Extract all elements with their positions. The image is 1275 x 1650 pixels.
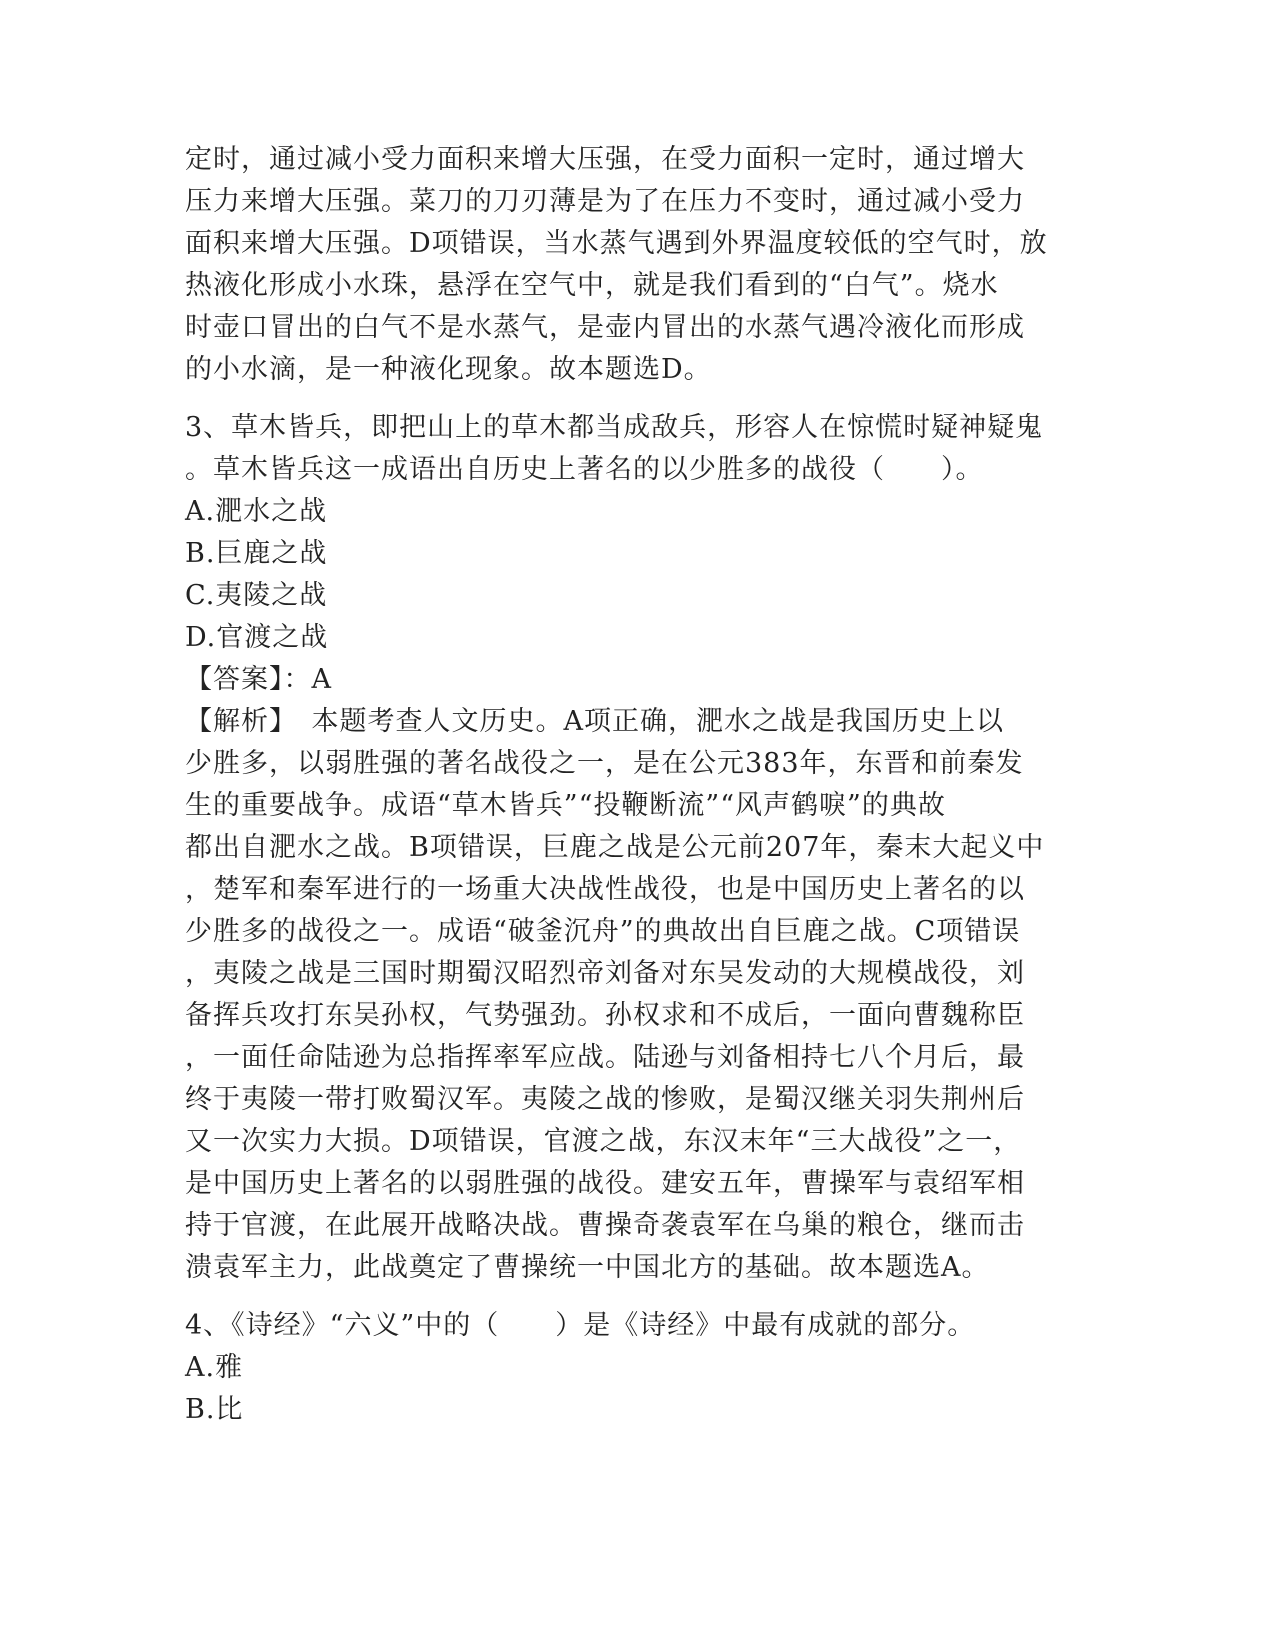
text-line: 热液化形成小水珠，悬浮在空气中，就是我们看到的“白气”。烧水 [185, 270, 999, 301]
text-line: 定时，通过减小受力面积来增大压强，在受力面积一定时，通过增大 [185, 144, 1025, 175]
analysis-line: ，夷陵之战是三国时期蜀汉昭烈帝刘备对东吴发动的大规模战役，刘 [185, 958, 1025, 989]
text-line: 时壶口冒出的白气不是水蒸气，是壶内冒出的水蒸气遇冷液化而形成 [185, 312, 1025, 343]
option-a: A.淝水之战 [185, 496, 328, 527]
analysis-line: 都出自淝水之战。B项错误，巨鹿之战是公元前207年，秦末大起义中 [185, 832, 1045, 863]
analysis-line: 少胜多，以弱胜强的著名战役之一，是在公元383年，东晋和前秦发 [185, 748, 1024, 779]
analysis-line: 【解析】 本题考查人文历史。A项正确，淝水之战是我国历史上以 [185, 706, 1004, 737]
answer-line: 【答案】：A [185, 664, 332, 695]
option-d: D.官渡之战 [185, 622, 329, 653]
question-stem-line: 4、《诗经》“六义”中的（ ）是《诗经》中最有成就的部分。 [185, 1310, 976, 1341]
option-b: B.比 [185, 1394, 244, 1425]
analysis-line: 持于官渡，在此展开战略决战。曹操奇袭袁军在乌巢的粮仓，继而击 [185, 1210, 1025, 1241]
analysis-line: 生的重要战争。成语“草木皆兵”“投鞭断流”“风声鹤唳”的典故 [185, 790, 946, 821]
analysis-line: 又一次实力大损。D项错误，官渡之战，东汉末年“三大战役”之一， [185, 1126, 1022, 1157]
analysis-line: 终于夷陵一带打败蜀汉军。夷陵之战的惨败，是蜀汉继关羽失荆州后 [185, 1084, 1025, 1115]
option-a: A.雅 [185, 1352, 244, 1383]
question-stem-line: 3、草木皆兵，即把山上的草木都当成敌兵，形容人在惊慌时疑神疑鬼 [185, 412, 1044, 443]
analysis-line: 备挥兵攻打东吴孙权，气势强劲。孙权求和不成后，一面向曹魏称臣 [185, 1000, 1025, 1031]
analysis-line: 是中国历史上著名的以弱胜强的战役。建安五年，曹操军与袁绍军相 [185, 1168, 1025, 1199]
text-line: 面积来增大压强。D项错误，当水蒸气遇到外界温度较低的空气时，放 [185, 228, 1048, 259]
question-stem-line: 。草木皆兵这一成语出自历史上著名的以少胜多的战役（ ）。 [185, 454, 984, 485]
analysis-line: 溃袁军主力，此战奠定了曹操统一中国北方的基础。故本题选A。 [185, 1252, 990, 1283]
option-b: B.巨鹿之战 [185, 538, 328, 569]
analysis-line: 少胜多的战役之一。成语“破釜沉舟”的典故出自巨鹿之战。C项错误 [185, 916, 1021, 947]
text-line: 的小水滴，是一种液化现象。故本题选D。 [185, 354, 712, 385]
text-line: 压力来增大压强。菜刀的刀刃薄是为了在压力不变时，通过减小受力 [185, 186, 1025, 217]
analysis-line: ，楚军和秦军进行的一场重大决战性战役，也是中国历史上著名的以 [185, 874, 1025, 905]
option-c: C.夷陵之战 [185, 580, 328, 611]
analysis-line: ，一面任命陆逊为总指挥率军应战。陆逊与刘备相持七八个月后，最 [185, 1042, 1025, 1073]
